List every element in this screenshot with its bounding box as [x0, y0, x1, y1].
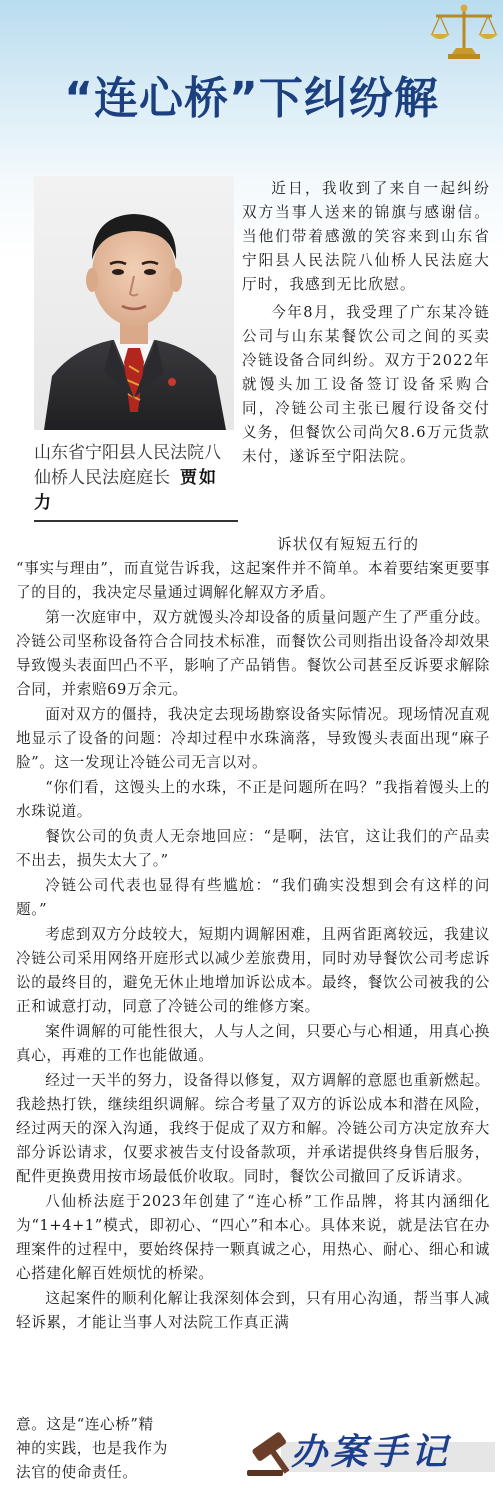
- paragraph: “事实与理由”，而直觉告诉我，这起案件并不简单。本着要结案更要事了的目的，我决定尽量通过调解化解双方矛盾。: [16, 560, 490, 601]
- closing-lines: [16, 1413, 236, 1485]
- paragraph-start: 诉状仅有短短五行的: [277, 536, 420, 553]
- author-caption: [34, 441, 234, 516]
- paragraph: 餐饮公司的负责人无奈地回应：“是啊，法官，这让我们的产品卖不出去，损失太大了。”: [16, 828, 490, 869]
- paragraph: 今年8月，我受理了广东某冷链公司与山东某餐饮公司之间的买卖冷链设备合同纠纷。双方于2022年就馒头加工设备签订设备采购合同，冷链公司主张已履行设备交付义务，但餐饮公司尚欠8.6万元货款未付，遂诉至宁阳法院。: [242, 304, 490, 465]
- closing-line: 法官的使命责任。: [16, 1464, 138, 1481]
- banner-title: 办案手记: [291, 1431, 452, 1473]
- paragraph: 第一次庭审中，双方就馒头冷却设备的质量问题产生了严重分歧。冷链公司坚称设备符合合同技术标准，而餐饮公司则指出设备冷却效果导致馒头表面凹凸不平，影响了产品销售。餐饮公司甚至反诉要求解除合同，并索赔69万余元。: [16, 609, 490, 698]
- paragraph: 考虑到双方分歧较大，短期内调解困难，且两省距离较远，我建议冷链公司采用网络开庭形式以减少差旅费用，同时劝导餐饮公司考虑诉讼的最终目的，避免无休止地增加诉讼成本。最终，餐饮公司被我的公正和诚意打动，同意了冷链公司的维修方案。: [16, 926, 490, 1015]
- opening-column: [242, 177, 490, 469]
- author-name: 贾如力: [34, 468, 218, 513]
- paragraph: 近日，我收到了来自一起纠纷双方当事人送来的锦旗与感谢信。当他们带着感激的笑容来到山东省宁阳县人民法院八仙桥人民法庭大厅时，我感到无比欣慰。: [242, 180, 490, 293]
- closing-line: 意。这是“连心桥”精: [16, 1416, 154, 1433]
- paragraph: 八仙桥法庭于2023年创建了“连心桥”工作品牌，将其内涵细化为“1+4+1”模式，即初心、“四心”和本心。具体来说，就是法官在办理案件的过程中，要始终保持一颗真诚之心，用热心、耐心、细心和诚心搭建化解百姓烦忧的桥梁。: [16, 1193, 490, 1282]
- author-portrait: [34, 176, 234, 430]
- article-title: “连心桥”下纠纷解: [64, 73, 439, 124]
- column-banner: [245, 1418, 495, 1480]
- scales-of-justice-icon: [426, 2, 502, 64]
- article-body: [16, 557, 490, 1335]
- paragraph: 经过一天半的努力，设备得以修复，双方调解的意愿也重新燃起。我趁热打铁，继续组织调解。综合考量了双方的诉讼成本和潜在风险，经过两天的深入沟通，我终于促成了双方和解。冷链公司方决定放弃大部分诉讼请求，仅要求被告支付设备款项，并承诺提供终身售后服务，配件更换费用按市场最低价收取。同时，餐饮公司撤回了反诉请求。: [16, 1072, 490, 1185]
- paragraph: 案件调解的可能性很大，人与人之间，只要心与心相通，用真心换真心，再难的工作也能做通。: [16, 1023, 490, 1064]
- paragraph: 冷链公司代表也显得有些尴尬：“我们确实没想到会有这样的问题。”: [16, 877, 490, 918]
- paragraph: 这起案件的顺利化解让我深刻体会到，只有用心沟通，帮当事人减轻诉累，才能让当事人对法院工作真正满: [16, 1290, 490, 1331]
- paragraph: “你们看，这馒头上的水珠，不正是问题所在吗？”我指着馒头上的水珠说道。: [16, 779, 490, 820]
- caption-divider: [34, 520, 238, 522]
- caption-role: 山东省宁阳县人民法院八仙桥人民法庭庭长: [34, 443, 221, 488]
- paragraph: 面对双方的僵持，我决定去现场勘察设备实际情况。现场情况直观地显示了设备的问题：冷却过程中水珠滴落，导致馒头表面出现“麻子脸”。这一发现让冷链公司无言以对。: [16, 706, 490, 771]
- closing-line: 神的实践，也是我作为: [16, 1440, 168, 1457]
